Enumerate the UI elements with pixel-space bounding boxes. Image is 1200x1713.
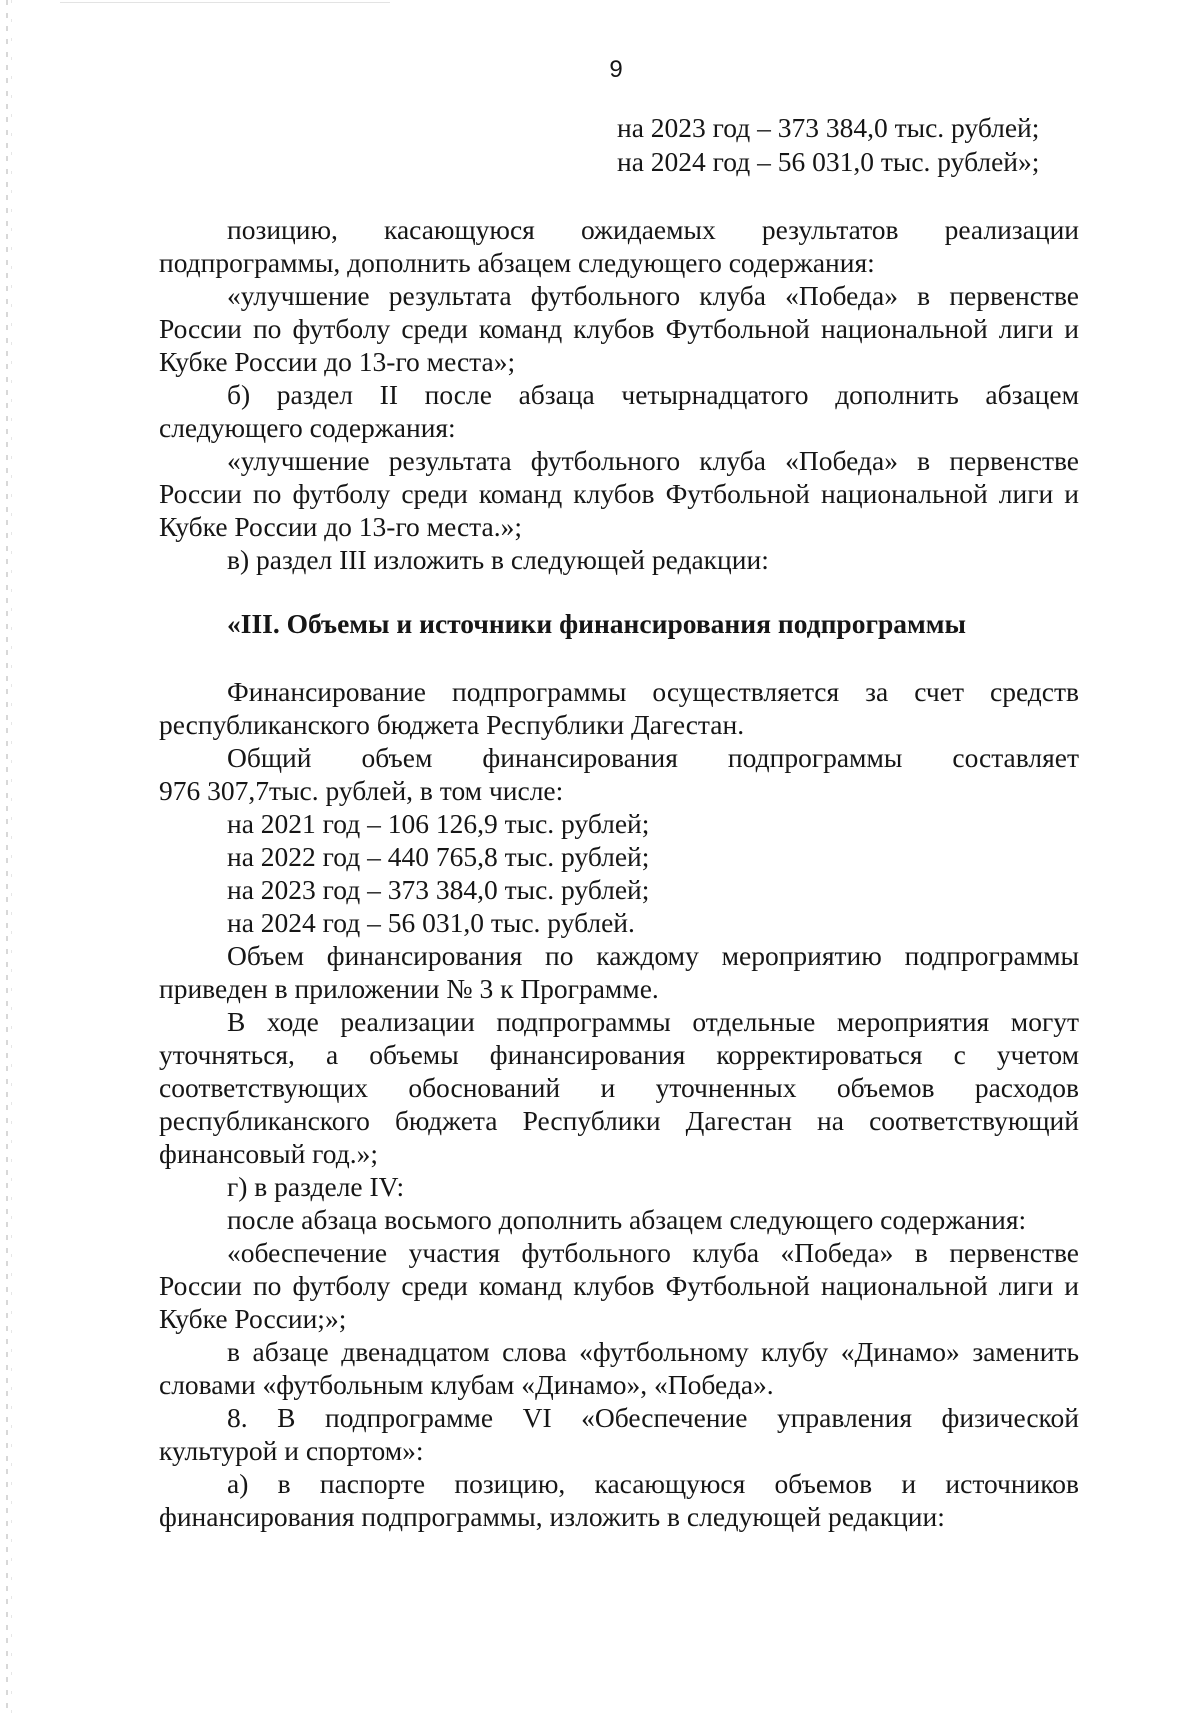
text-line: республиканского бюджета Республики Дагестан. xyxy=(159,709,745,740)
scan-edge-shadow xyxy=(6,0,8,1713)
text-line: соответствующих обоснований и уточненных объемов расходов xyxy=(159,1072,1079,1103)
text-line: 8. В подпрограмме VI «Обеспечение управления физической xyxy=(227,1402,1079,1433)
text-line: на 2024 год – 56 031,0 тыс. рублей»; xyxy=(617,146,1040,177)
text-line: в) раздел III изложить в следующей редакции: xyxy=(227,544,769,575)
text-line: России по футболу среди команд клубов Футбольной национальной лиги и xyxy=(159,1270,1079,1301)
text-line: а) в паспорте позицию, касающуюся объемов и источников xyxy=(227,1468,1079,1499)
text-line: на 2023 год – 373 384,0 тыс. рублей; xyxy=(227,874,650,905)
text-line: Объем финансирования по каждому мероприятию подпрограммы xyxy=(227,940,1079,971)
text-line: России по футболу среди команд клубов Футбольной национальной лиги и xyxy=(159,478,1079,509)
text-line: «обеспечение участия футбольного клуба «Победа» в первенстве xyxy=(227,1237,1079,1268)
page-number: 9 xyxy=(609,56,623,83)
text-line: республиканского бюджета Республики Дагестан на соответствующий xyxy=(159,1105,1079,1136)
text-line: Общий объем финансирования подпрограммы составляет xyxy=(227,742,1079,773)
section-heading: «III. Объемы и источники финансирования подпрограммы xyxy=(227,608,966,639)
text-line: после абзаца восьмого дополнить абзацем следующего содержания: xyxy=(227,1204,1027,1235)
text-line: Финансирование подпрограммы осуществляется за счет средств xyxy=(227,676,1079,707)
text-line: подпрограммы, дополнить абзацем следующего содержания: xyxy=(159,247,875,278)
text-line: на 2022 год – 440 765,8 тыс. рублей; xyxy=(227,841,650,872)
text-line: уточняться, а объемы финансирования корректироваться с учетом xyxy=(159,1039,1079,1070)
text-line: «улучшение результата футбольного клуба «Победа» в первенстве xyxy=(227,445,1079,476)
text-line: Кубке России до 13-го места»; xyxy=(159,346,516,377)
scan-top-edge xyxy=(60,2,390,3)
text-line: б) раздел II после абзаца четырнадцатого дополнить абзацем xyxy=(227,379,1079,410)
text-line: «улучшение результата футбольного клуба «Победа» в первенстве xyxy=(227,280,1079,311)
text-line: на 2023 год – 373 384,0 тыс. рублей; xyxy=(617,112,1040,143)
scan-edge-shadow-secondary xyxy=(11,0,12,1713)
text-line: финансовый год.»; xyxy=(159,1138,378,1169)
text-line: на 2024 год – 56 031,0 тыс. рублей. xyxy=(227,907,635,938)
text-line: 976 307,7тыс. рублей, в том числе: xyxy=(159,775,564,806)
text-line: России по футболу среди команд клубов Футбольной национальной лиги и xyxy=(159,313,1079,344)
text-line: г) в разделе IV: xyxy=(227,1171,405,1202)
text-line: в абзаце двенадцатом слова «футбольному клубу «Динамо» заменить xyxy=(227,1336,1079,1367)
text-line: словами «футбольным клубам «Динамо», «Победа». xyxy=(159,1369,774,1400)
text-line: финансирования подпрограммы, изложить в следующей редакции: xyxy=(159,1501,945,1532)
text-line: Кубке России;»; xyxy=(159,1303,347,1334)
text-line: на 2021 год – 106 126,9 тыс. рублей; xyxy=(227,808,650,839)
text-line: приведен в приложении № 3 к Программе. xyxy=(159,973,659,1004)
text-line: культурой и спортом»: xyxy=(159,1435,424,1466)
text-line: следующего содержания: xyxy=(159,412,456,443)
text-line: В ходе реализации подпрограммы отдельные мероприятия могут xyxy=(227,1006,1079,1037)
text-line: позицию, касающуюся ожидаемых результатов реализации xyxy=(227,214,1079,245)
text-line: Кубке России до 13-го места.»; xyxy=(159,511,522,542)
